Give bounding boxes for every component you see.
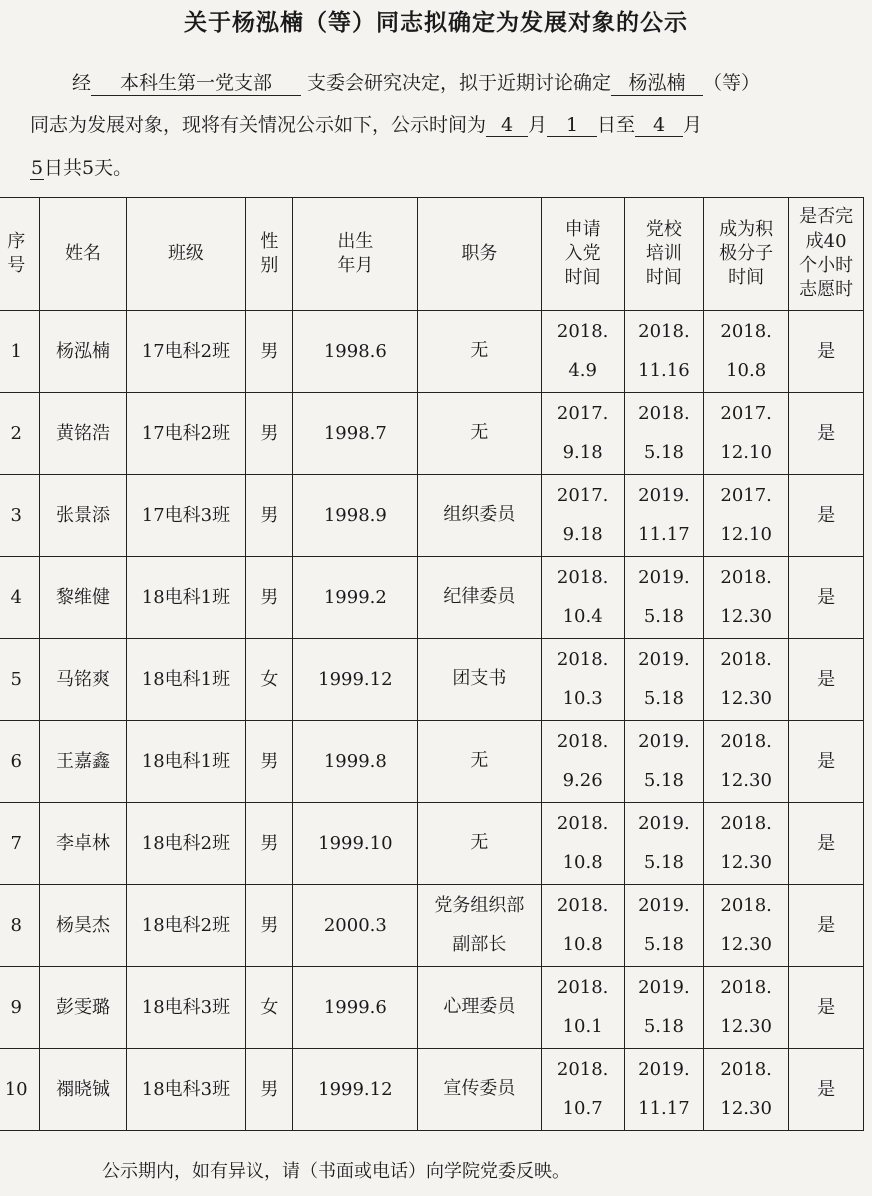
header-col-volunteer (789, 198, 864, 311)
cell-active-date (704, 311, 789, 393)
intro-line-3 (0, 153, 872, 180)
cell-school-date (624, 803, 703, 885)
cell-line: 10.4 (562, 605, 603, 627)
table-row (0, 721, 864, 803)
cell-name: 杨泓楠 (40, 311, 126, 393)
intro-line-2 (0, 110, 872, 137)
header-line: 年月 (337, 255, 374, 276)
cell-class: 18电科1班 (126, 557, 246, 639)
start-month: 4 (486, 114, 528, 137)
intro-text: 经 (72, 72, 92, 94)
cell-line: 2017. (556, 484, 609, 506)
cell-volunteer: 是 (789, 803, 864, 885)
cell-line: 4.9 (568, 359, 597, 381)
cell-name: 张景添 (40, 475, 126, 557)
cell-birth: 1999.8 (293, 721, 418, 803)
cell-birth: 1998.6 (293, 311, 418, 393)
cell-line: 无 (470, 422, 489, 444)
cell-birth: 1998.7 (293, 393, 418, 475)
cell-post (418, 311, 541, 393)
cell-school-date (624, 1049, 703, 1131)
cell-line: 2019. (638, 894, 690, 916)
header-line: 申请 (564, 218, 601, 240)
cell-no: 10 (0, 1049, 40, 1131)
cell-school-date (624, 475, 703, 557)
cell-line: 10.7 (562, 1097, 603, 1119)
cell-name: 黎维健 (40, 557, 126, 639)
cell-line: 12.10 (720, 523, 772, 545)
cell-active-date (704, 885, 789, 967)
header-line: 成40 (805, 230, 847, 252)
header-col-sex (246, 198, 293, 311)
cell-no: 1 (0, 311, 40, 393)
cell-school-date (624, 967, 703, 1049)
cell-post (418, 393, 541, 475)
end-day: 5 (30, 157, 44, 179)
cell-apply-date (541, 967, 624, 1049)
header-col-class (126, 198, 246, 311)
cell-line: 2018. (720, 812, 772, 834)
cell-line: 10.8 (726, 359, 767, 381)
table-row (0, 311, 864, 393)
cell-birth: 2000.3 (293, 885, 418, 967)
cell-post (418, 803, 541, 885)
cell-line: 2019. (638, 648, 690, 670)
cell-class: 18电科1班 (126, 721, 246, 803)
cell-birth: 1999.12 (293, 639, 418, 721)
cell-line: 2018. (720, 1058, 772, 1080)
table-row (0, 557, 864, 639)
header-line: 党校 (645, 218, 682, 240)
cell-post (418, 557, 541, 639)
table-row (0, 1049, 864, 1131)
cell-name: 黄铭浩 (40, 393, 126, 475)
cell-class: 18电科1班 (126, 639, 246, 721)
cell-class: 18电科2班 (126, 885, 246, 967)
table-row (0, 967, 864, 1049)
cell-school-date (624, 393, 703, 475)
cell-no: 8 (0, 885, 40, 967)
cell-volunteer: 是 (789, 721, 864, 803)
candidates-table (0, 197, 864, 1131)
cell-line: 2019. (638, 566, 690, 588)
cell-line: 12.10 (720, 441, 772, 463)
cell-volunteer: 是 (789, 639, 864, 721)
cell-no: 9 (0, 967, 40, 1049)
cell-sex: 女 (246, 967, 293, 1049)
cell-line: 无 (470, 750, 489, 772)
table-row (0, 475, 864, 557)
cell-line: 10.8 (562, 933, 603, 955)
cell-birth: 1999.2 (293, 557, 418, 639)
header-col-no (0, 198, 40, 311)
cell-line: 2019. (638, 484, 690, 506)
cell-name: 禤晓铖 (40, 1049, 126, 1131)
header-col-active (704, 198, 789, 311)
cell-apply-date (541, 1049, 624, 1131)
cell-no: 2 (0, 393, 40, 475)
cell-line: 2018. (720, 648, 772, 670)
cell-post (418, 1049, 541, 1131)
cell-volunteer: 是 (789, 311, 864, 393)
cell-sex: 男 (246, 475, 293, 557)
cell-line: 2017. (720, 484, 772, 506)
cell-line: 9.18 (562, 523, 603, 545)
cell-line: 2019. (638, 976, 690, 998)
cell-line: 2018. (556, 1058, 609, 1080)
branch-name: 本科生第一党支部 (91, 68, 301, 96)
header-line: 职务 (461, 242, 498, 264)
intro-text: 同志为发展对象，现将有关情况公示如下，公示时间为 (30, 114, 487, 136)
cell-line: 11.17 (638, 523, 690, 545)
cell-no: 4 (0, 557, 40, 639)
cell-line: 12.30 (720, 1097, 772, 1119)
cell-class: 18电科3班 (126, 1049, 246, 1131)
cell-line: 2018. (638, 402, 690, 424)
cell-line: 12.30 (720, 1015, 772, 1037)
cell-apply-date (541, 885, 624, 967)
cell-line: 团支书 (452, 668, 507, 690)
cell-birth: 1999.12 (293, 1049, 418, 1131)
header-line: 班级 (167, 242, 204, 264)
person-name: 杨泓楠 (611, 68, 703, 96)
cell-active-date (704, 393, 789, 475)
header-line: 入党 (564, 242, 601, 264)
cell-line: 2017. (720, 402, 772, 424)
cell-line: 12.30 (720, 851, 772, 873)
cell-line: 党务组织部 (434, 894, 525, 916)
header-line: 时间 (645, 267, 682, 289)
cell-apply-date (541, 311, 624, 393)
cell-active-date (704, 639, 789, 721)
cell-birth: 1999.6 (293, 967, 418, 1049)
cell-line: 2019. (638, 1058, 690, 1080)
cell-active-date (704, 967, 789, 1049)
cell-volunteer: 是 (789, 1049, 864, 1131)
cell-no: 5 (0, 639, 40, 721)
cell-sex: 男 (246, 311, 293, 393)
header-line: 培训 (645, 242, 682, 264)
header-line: 性 (260, 230, 279, 252)
cell-school-date (624, 311, 703, 393)
cell-line: 9.18 (562, 441, 603, 463)
header-line: 号 (7, 255, 26, 276)
cell-line: 2018. (556, 894, 609, 916)
cell-line: 12.30 (720, 769, 772, 791)
cell-line: 2018. (720, 730, 772, 752)
header-line: 是否完 (799, 206, 854, 228)
cell-name: 李卓林 (40, 803, 126, 885)
cell-class: 18电科2班 (126, 803, 246, 885)
footer-note: 公示期内，如有异议，请（书面或电话）向学院党委反映。 (102, 1161, 570, 1182)
header-col-post (418, 198, 541, 311)
intro-text: 支委会研究决定，拟于近期讨论确定 (307, 72, 612, 94)
cell-line: 2017. (556, 402, 609, 424)
cell-sex: 男 (246, 721, 293, 803)
cell-sex: 女 (246, 639, 293, 721)
cell-line: 2018. (720, 566, 772, 588)
cell-line: 无 (470, 340, 489, 362)
header-col-name (40, 198, 126, 311)
cell-volunteer: 是 (789, 557, 864, 639)
cell-apply-date (541, 639, 624, 721)
cell-sex: 男 (246, 557, 293, 639)
cell-class: 17电科3班 (126, 475, 246, 557)
cell-line: 5.18 (643, 1015, 684, 1037)
cell-line: 2018. (556, 648, 609, 670)
header-line: 个小时 (799, 255, 854, 276)
cell-no: 7 (0, 803, 40, 885)
cell-birth: 1998.9 (293, 475, 418, 557)
cell-sex: 男 (246, 1049, 293, 1131)
intro-text: 月 (683, 114, 703, 136)
cell-line: 副部长 (452, 933, 507, 955)
header-col-school (624, 198, 703, 311)
cell-post (418, 967, 541, 1049)
cell-line: 5.18 (643, 687, 684, 709)
cell-post (418, 721, 541, 803)
cell-birth: 1999.10 (293, 803, 418, 885)
table-header-row (0, 198, 864, 311)
cell-class: 17电科2班 (126, 393, 246, 475)
intro-text: 日共5天。 (44, 157, 133, 179)
cell-volunteer: 是 (789, 967, 864, 1049)
table-row (0, 639, 864, 721)
cell-post (418, 639, 541, 721)
cell-volunteer: 是 (789, 475, 864, 557)
cell-name: 马铭爽 (40, 639, 126, 721)
cell-line: 12.30 (720, 605, 772, 627)
cell-line: 无 (470, 832, 489, 854)
cell-name: 杨昊杰 (40, 885, 126, 967)
cell-school-date (624, 885, 703, 967)
cell-volunteer: 是 (789, 393, 864, 475)
cell-line: 2018. (556, 566, 609, 588)
cell-post (418, 885, 541, 967)
intro-text: （等） (703, 72, 761, 94)
cell-line: 11.17 (638, 1097, 690, 1119)
start-day: 1 (547, 114, 597, 137)
cell-line: 2018. (556, 812, 609, 834)
cell-post (418, 475, 541, 557)
cell-line: 5.18 (643, 851, 684, 873)
cell-no: 3 (0, 475, 40, 557)
end-month: 4 (635, 114, 683, 137)
cell-line: 12.30 (720, 687, 772, 709)
cell-sex: 男 (246, 803, 293, 885)
cell-class: 17电科2班 (126, 311, 246, 393)
cell-line: 11.16 (638, 359, 690, 381)
header-line: 时间 (728, 267, 765, 289)
cell-apply-date (541, 393, 624, 475)
cell-apply-date (541, 721, 624, 803)
header-line: 时间 (564, 267, 601, 289)
intro-text: 月 (528, 114, 548, 136)
cell-line: 2018. (720, 976, 772, 998)
header-line: 序 (7, 230, 26, 252)
header-line: 姓名 (65, 242, 102, 264)
cell-active-date (704, 557, 789, 639)
header-col-birth (293, 198, 418, 311)
table-row (0, 885, 864, 967)
cell-line: 5.18 (643, 441, 684, 463)
cell-line: 2018. (720, 320, 772, 342)
cell-line: 2019. (638, 730, 690, 752)
cell-active-date (704, 803, 789, 885)
cell-no: 6 (0, 721, 40, 803)
cell-line: 5.18 (643, 933, 684, 955)
cell-line: 组织委员 (443, 504, 516, 526)
cell-line: 2018. (556, 976, 609, 998)
cell-line: 10.8 (562, 851, 603, 873)
cell-line: 10.3 (562, 687, 603, 709)
header-line: 极分子 (719, 242, 774, 264)
cell-school-date (624, 557, 703, 639)
cell-name: 彭雯璐 (40, 967, 126, 1049)
cell-line: 2018. (638, 320, 690, 342)
cell-line: 5.18 (643, 769, 684, 791)
cell-line: 10.1 (562, 1015, 603, 1037)
table-row (0, 393, 864, 475)
header-line: 志愿时 (799, 279, 854, 301)
cell-line: 9.26 (562, 769, 603, 791)
cell-line: 2018. (556, 320, 609, 342)
cell-line: 5.18 (643, 605, 684, 627)
header-line: 成为积 (719, 218, 774, 240)
table-row (0, 803, 864, 885)
cell-line: 2018. (556, 730, 609, 752)
cell-line: 2018. (720, 894, 772, 916)
header-line: 别 (260, 255, 279, 276)
intro-text: 日至 (597, 114, 636, 136)
cell-sex: 男 (246, 885, 293, 967)
cell-line: 纪律委员 (443, 586, 516, 608)
cell-name: 王嘉鑫 (40, 721, 126, 803)
cell-apply-date (541, 803, 624, 885)
cell-apply-date (541, 557, 624, 639)
cell-school-date (624, 721, 703, 803)
cell-active-date (704, 721, 789, 803)
cell-sex: 男 (246, 393, 293, 475)
header-line: 出生 (337, 230, 374, 252)
cell-apply-date (541, 475, 624, 557)
cell-volunteer: 是 (789, 885, 864, 967)
cell-school-date (624, 639, 703, 721)
cell-active-date (704, 1049, 789, 1131)
cell-line: 12.30 (720, 933, 772, 955)
cell-line: 2019. (638, 812, 690, 834)
cell-active-date (704, 475, 789, 557)
intro-line-1 (0, 68, 872, 96)
page-title: 关于杨泓楠（等）同志拟确定为发展对象的公示 (184, 9, 688, 36)
cell-class: 18电科3班 (126, 967, 246, 1049)
cell-line: 宣传委员 (443, 1078, 516, 1100)
cell-line: 心理委员 (443, 996, 516, 1018)
header-col-apply (541, 198, 624, 311)
